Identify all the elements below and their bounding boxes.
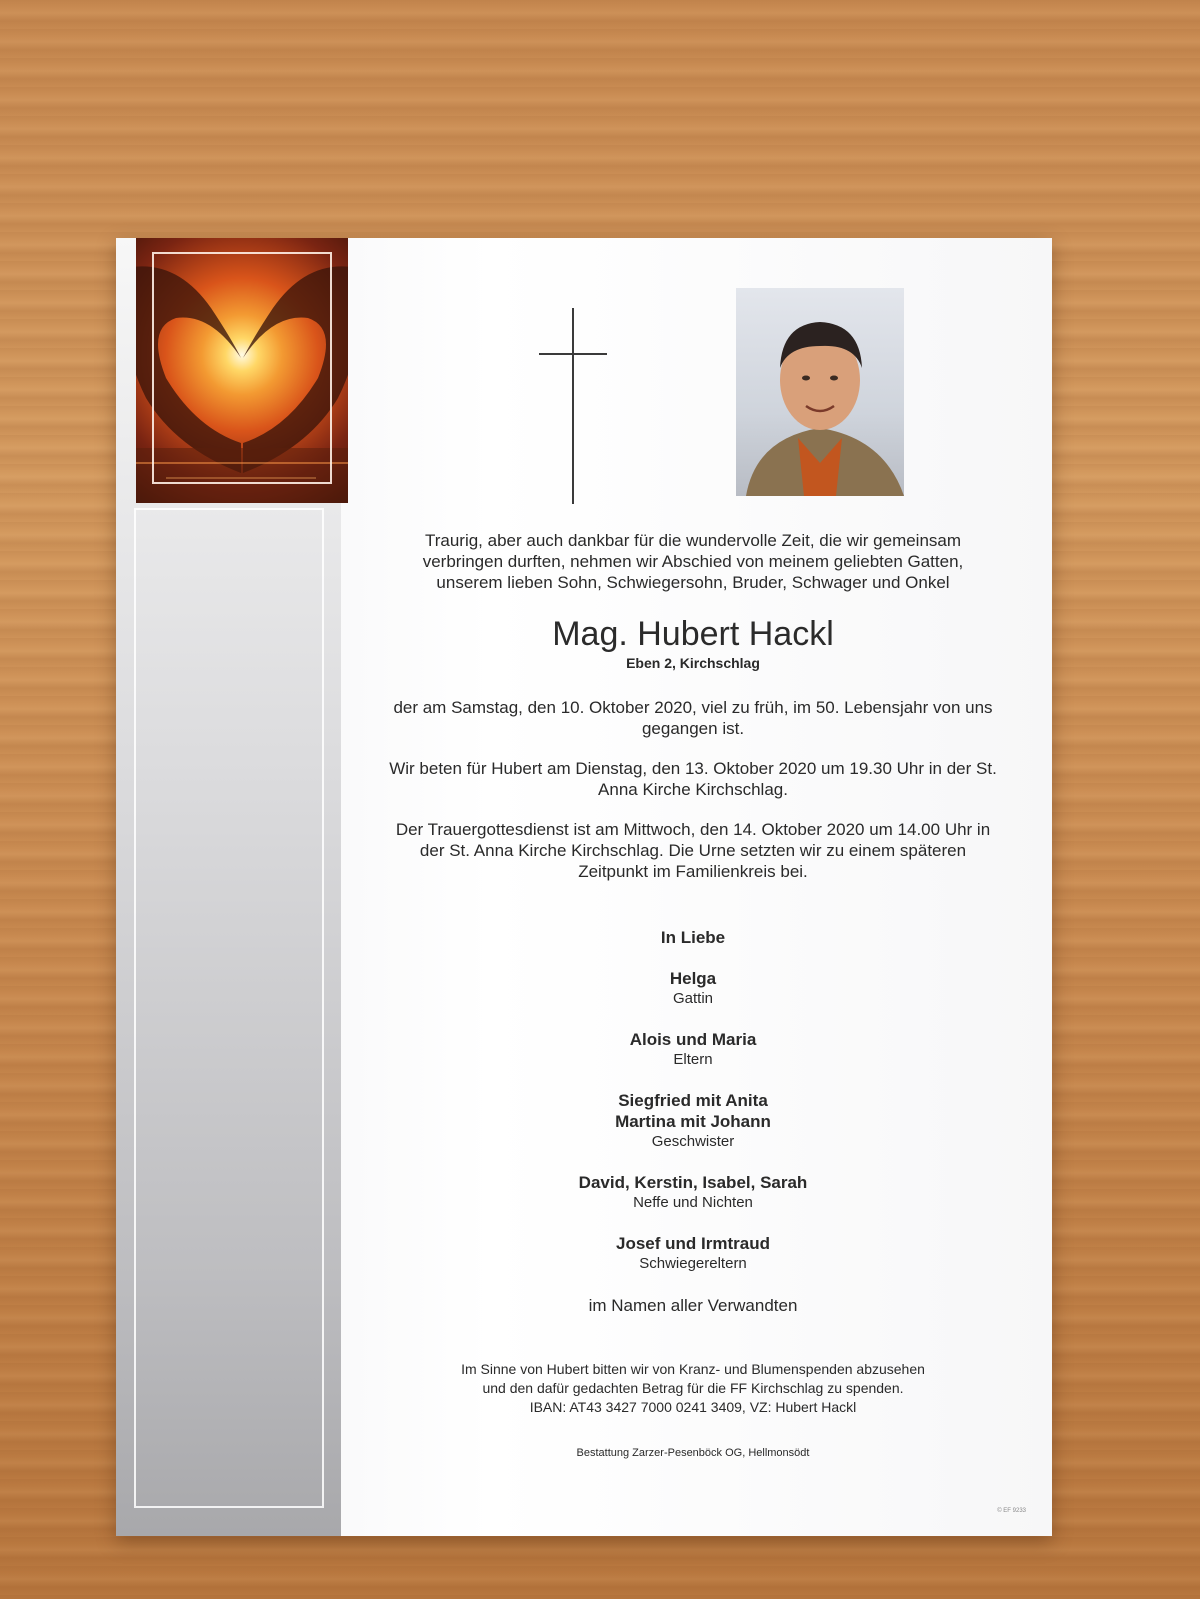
- undertaker-credit: Bestattung Zarzer-Pesenböck OG, Hellmonsödt: [576, 1447, 810, 1459]
- family-group: [388, 1090, 998, 1152]
- donation-line: Im Sinne von Hubert bitten wir von Kranz- und Blumenspenden abzusehen: [461, 1361, 925, 1377]
- reference-code: © EF 9233: [997, 1508, 1026, 1514]
- family-names: Josef und Irmtraud: [616, 1234, 770, 1253]
- family-group: [388, 968, 998, 1009]
- iban-line: IBAN: AT43 3427 7000 0241 3409, VZ: Hubert Hackl: [529, 1399, 857, 1415]
- family-group: [388, 1029, 998, 1070]
- family-relation: Geschwister: [651, 1133, 735, 1150]
- family-group: [388, 1233, 998, 1274]
- portrait-figure: [736, 288, 904, 496]
- deceased-name: Mag. Hubert Hackl: [552, 615, 834, 653]
- family-names: Siegfried mit Anita: [618, 1091, 768, 1110]
- prayer-info: Wir beten für Hubert am Dienstag, den 13. Oktober 2020 um 19.30 Uhr in der St. Anna Kirche Kirchschlag.: [389, 759, 997, 799]
- death-announcement: der am Samstag, den 10. Oktober 2020, viel zu früh, im 50. Lebensjahr von uns gegangen ist.: [393, 698, 993, 738]
- heart-sunset-image: [136, 238, 348, 503]
- family-group: [388, 1172, 998, 1213]
- family-names: Alois und Maria: [629, 1030, 757, 1049]
- in-love-heading: In Liebe: [660, 928, 726, 947]
- portrait-photo: [736, 288, 904, 496]
- family-relation: Gattin: [672, 990, 714, 1007]
- heart-image-frame: [152, 252, 332, 484]
- family-relation: Neffe und Nichten: [633, 1194, 753, 1211]
- family-relation: Schwiegereltern: [639, 1255, 747, 1272]
- family-names: David, Kerstin, Isabel, Sarah: [578, 1173, 808, 1192]
- family-names: Helga: [669, 969, 717, 988]
- donation-line: und den dafür gedachten Betrag für die FF Kirchschlag zu spenden.: [482, 1380, 904, 1396]
- deceased-address: Eben 2, Kirchschlag: [626, 655, 760, 671]
- intro-text: Traurig, aber auch dankbar für die wundervolle Zeit, die wir gemeinsam verbringen durften, nehmen wir Abschied von meinem geliebten Gatten, unserem lieben Sohn, Schwiegersohn, Bruder, Schwager und Onkel: [422, 531, 964, 592]
- cross-icon: [538, 308, 608, 504]
- family-list: [388, 968, 998, 1274]
- funeral-service-info: Der Trauergottesdienst ist am Mittwoch, den 14. Oktober 2020 um 14.00 Uhr in der St. Anna Kirche Kirchschlag. Die Urne setzten wir zu einem späteren Zeitpunkt im Familienkreis bei.: [395, 820, 991, 881]
- side-band-frame: [134, 508, 324, 1508]
- obituary-sheet: [116, 238, 1052, 1536]
- family-relation: Eltern: [673, 1051, 713, 1068]
- family-names-second: Martina mit Johann: [615, 1112, 771, 1131]
- obituary-text: [388, 530, 998, 1459]
- closing-line: im Namen aller Verwandten: [588, 1296, 798, 1315]
- donation-request: [388, 1360, 998, 1417]
